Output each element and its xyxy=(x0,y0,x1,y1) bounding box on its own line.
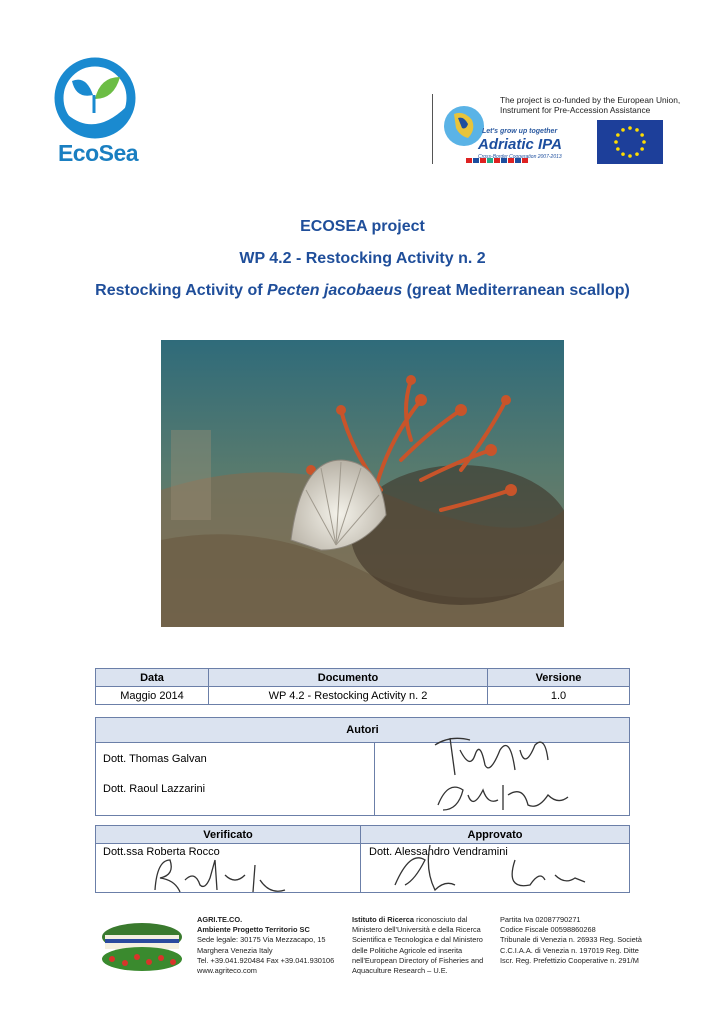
adriatic-subtitle: Cross-Border Cooperation 2007-2013 xyxy=(478,154,562,160)
footer-research-line-2: Scientifica e Tecnologica e dal Ministero xyxy=(352,935,483,945)
eu-star-icon xyxy=(635,128,639,132)
footer-city: Marghera Venezia Italy xyxy=(197,945,273,955)
header-approvato: Approvato xyxy=(361,826,630,844)
cofunding-note xyxy=(500,95,680,115)
eu-star-icon xyxy=(614,140,618,144)
footer-research-line-5: Aquaculture Research – U.E. xyxy=(352,966,448,976)
eu-star-icon xyxy=(621,152,625,156)
header-autori: Autori xyxy=(96,718,630,743)
footer-register: Iscr. Reg. Prefettizio Cooperative n. 291/M xyxy=(500,955,639,965)
document-meta-table xyxy=(95,668,630,705)
footer-research-line-4: nell'European Directory of Fisheries and xyxy=(352,955,484,965)
adriatic-tagline: Let's grow up together xyxy=(482,128,558,135)
title-activity-suffix: (great Mediterranean scallop) xyxy=(402,282,630,299)
cofunding-line-2: Instrument for Pre-Accession Assistance xyxy=(500,105,651,115)
cell-documento: WP 4.2 - Restocking Activity n. 2 xyxy=(209,687,488,705)
cofunding-line-1: The project is co-funded by the European Union, xyxy=(500,95,681,105)
cell-data: Maggio 2014 xyxy=(96,687,209,705)
title-species: Pecten jacobaeus xyxy=(267,282,403,299)
verified-by: Dott.ssa Roberta Rocco xyxy=(103,846,220,858)
signature-lazzarini xyxy=(428,775,578,815)
author-2: Dott. Raoul Lazzarini xyxy=(103,783,206,795)
scallop-photo xyxy=(161,340,564,627)
eu-star-icon xyxy=(642,140,646,144)
signature-vendramini xyxy=(385,840,595,895)
eu-star-icon xyxy=(635,152,639,156)
footer-research-line-3: delle Politiche Agricole ed inserita xyxy=(352,945,463,955)
eu-star-icon xyxy=(628,154,632,158)
title-activity xyxy=(0,282,725,300)
title-activity-prefix: Restocking Activity of xyxy=(95,282,268,299)
eu-star-icon xyxy=(616,133,620,137)
header-verificato: Verificato xyxy=(96,826,361,844)
footer-tax-code: Codice Fiscale 00598860268 xyxy=(500,925,596,935)
eu-star-icon xyxy=(621,128,625,132)
footer-tribunal: Tribunale di Venezia n. 26933 Reg. Società xyxy=(500,935,642,945)
eu-star-icon xyxy=(640,133,644,137)
footer-cciaa: C.C.I.A.A. di Venezia n. 197019 Reg. Ditte xyxy=(500,945,639,955)
footer-address: Sede legale: 30175 Via Mezzacapo, 15 xyxy=(197,935,326,945)
footer-company-name: AGRI.TE.CO. xyxy=(197,915,243,924)
footer-research-line-0: Istituto di Ricerca riconosciuto dal xyxy=(352,915,468,924)
eu-flag-icon xyxy=(597,120,663,164)
footer-registration xyxy=(500,915,642,966)
approved-by: Dott. Alessandro Vendramini xyxy=(369,846,508,858)
eu-star-icon xyxy=(616,147,620,151)
header-data: Data xyxy=(96,669,209,687)
footer-vat: Partita Iva 02087790271 xyxy=(500,915,581,924)
ecosea-wordmark: EcoSea xyxy=(57,140,139,166)
footer-research xyxy=(352,915,483,976)
signature-galvan xyxy=(430,730,560,780)
eu-star-icon xyxy=(628,126,632,130)
authors-cell xyxy=(96,743,375,816)
footer-company xyxy=(197,915,334,976)
eu-star-icon xyxy=(640,147,644,151)
partner-divider xyxy=(432,94,433,164)
header-versione: Versione xyxy=(488,669,630,687)
footer-website: www.agriteco.com xyxy=(197,966,257,976)
adriatic-program-name: Adriatic IPA xyxy=(478,136,562,153)
header-documento: Documento xyxy=(209,669,488,687)
footer-company-desc: Ambiente Progetto Territorio SC xyxy=(197,925,310,935)
author-1: Dott. Thomas Galvan xyxy=(103,753,207,765)
cell-versione: 1.0 xyxy=(488,687,630,705)
title-wp: WP 4.2 - Restocking Activity n. 2 xyxy=(239,250,486,267)
agriteco-logo xyxy=(97,915,187,973)
title-project: ECOSEA project xyxy=(300,218,425,235)
footer-phone: Tel. +39.041.920484 Fax +39.041.930106 xyxy=(197,955,335,965)
footer-research-line-1: Ministero dell'Università e della Ricerca xyxy=(352,925,481,935)
signature-rocco xyxy=(145,850,295,898)
